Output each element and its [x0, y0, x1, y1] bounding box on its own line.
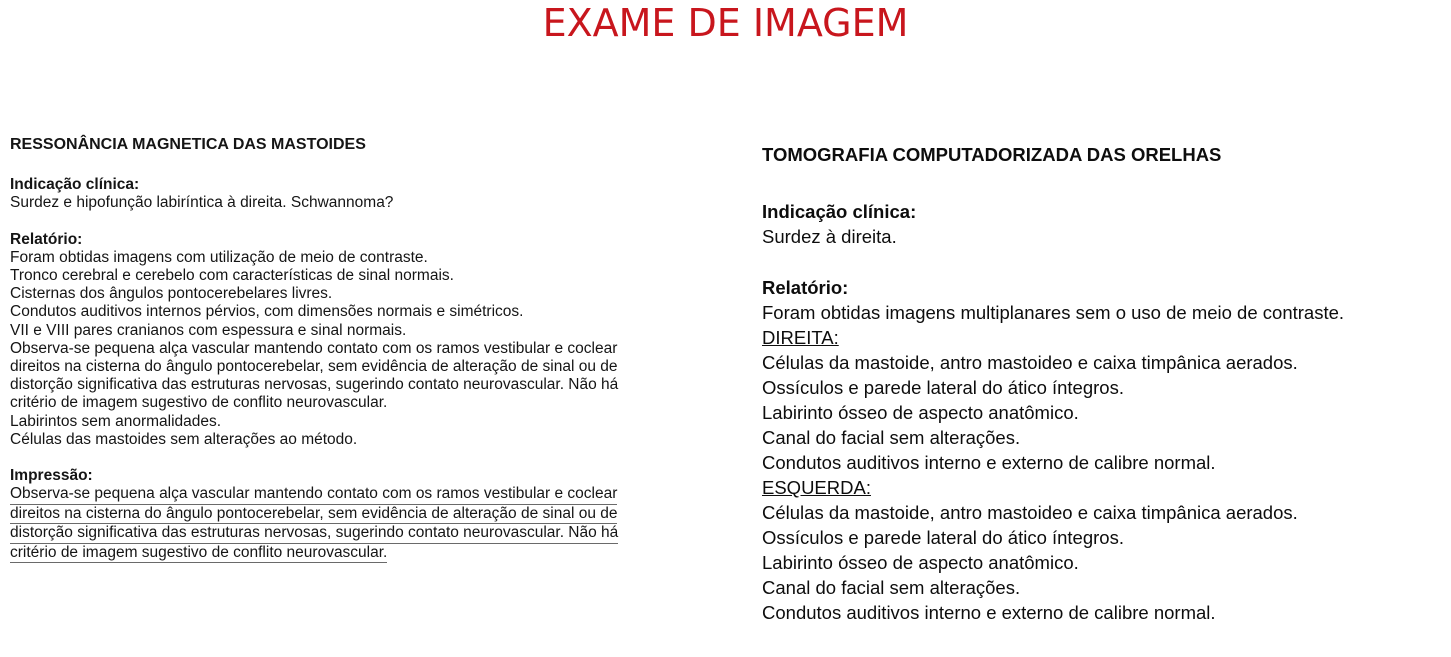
mri-report-line: Tronco cerebral e cerebelo com características de sinal normais.	[10, 267, 454, 285]
mri-report-title: RESSONÂNCIA MAGNETICA DAS MASTOIDES	[10, 136, 366, 153]
mri-report-line: Labirintos sem anormalidades.	[10, 412, 222, 430]
ct-left-heading: ESQUERDA:	[762, 477, 871, 498]
ct-report-heading: Relatório:	[762, 277, 849, 298]
mri-impression-heading: Impressão:	[10, 467, 93, 485]
ct-right-line: Condutos auditivos interno e externo de calibre normal.	[762, 452, 1216, 473]
ct-right-line: Células da mastoide, antro mastoideo e caixa timpânica aerados.	[762, 352, 1298, 373]
ct-left-line: Canal do facial sem alterações.	[762, 577, 1021, 598]
ct-right-heading: DIREITA:	[762, 327, 839, 348]
ct-right-line: Canal do facial sem alterações.	[762, 427, 1021, 448]
ct-report	[762, 142, 1448, 625]
mri-impression-body	[10, 485, 745, 563]
mri-impression-line: distorção significativa das estruturas nervosas, sugerindo contato neurovascular. Não há	[10, 524, 618, 544]
mri-report-body	[10, 249, 745, 449]
ct-left-line: Células da mastoide, antro mastoideo e caixa timpânica aerados.	[762, 502, 1298, 523]
mri-report-line: Cisternas dos ângulos pontocerebelares livres.	[10, 285, 333, 303]
mri-impression-line: Observa-se pequena alça vascular mantendo contato com os ramos vestibular e coclear	[10, 485, 617, 505]
page-title: EXAME DE IMAGEM	[542, 1, 909, 45]
mri-report-line: critério de imagem sugestivo de conflito neurovascular.	[10, 394, 388, 412]
mri-report-heading: Relatório:	[10, 230, 83, 248]
ct-left-line: Ossículos e parede lateral do ático íntegros.	[762, 527, 1124, 548]
mri-indication-heading: Indicação clínica:	[10, 176, 140, 194]
mri-impression-line: critério de imagem sugestivo de conflito neurovascular.	[10, 544, 387, 564]
ct-report-intro: Foram obtidas imagens multiplanares sem o uso de meio de contraste.	[762, 302, 1345, 323]
mri-report	[10, 136, 745, 563]
mri-report-line: direitos na cisterna do ângulo pontocerebelar, sem evidência de alteração de sinal ou de	[10, 358, 618, 376]
mri-report-line: VII e VIII pares cranianos com espessura e sinal normais.	[10, 321, 407, 339]
ct-right-line: Labirinto ósseo de aspecto anatômico.	[762, 402, 1079, 423]
ct-left-line: Condutos auditivos interno e externo de calibre normal.	[762, 602, 1216, 623]
mri-report-line: Observa-se pequena alça vascular mantendo contato com os ramos vestibular e coclear	[10, 339, 618, 357]
ct-indication-heading: Indicação clínica:	[762, 201, 917, 222]
mri-report-line: distorção significativa das estruturas nervosas, sugerindo contato neurovascular. Não há	[10, 376, 619, 394]
ct-indication-text: Surdez à direita.	[762, 226, 897, 247]
mri-impression-line: direitos na cisterna do ângulo pontocerebelar, sem evidência de alteração de sinal ou de	[10, 505, 617, 525]
mri-report-line: Células das mastoides sem alterações ao método.	[10, 430, 358, 448]
ct-report-title: TOMOGRAFIA COMPUTADORIZADA DAS ORELHAS	[762, 144, 1222, 165]
ct-right-line: Ossículos e parede lateral do ático íntegros.	[762, 377, 1124, 398]
ct-left-line: Labirinto ósseo de aspecto anatômico.	[762, 552, 1079, 573]
mri-report-line: Condutos auditivos internos pérvios, com dimensões normais e simétricos.	[10, 303, 524, 321]
mri-indication-text: Surdez e hipofunção labiríntica à direita. Schwannoma?	[10, 194, 394, 212]
mri-report-line: Foram obtidas imagens com utilização de meio de contraste.	[10, 248, 428, 266]
